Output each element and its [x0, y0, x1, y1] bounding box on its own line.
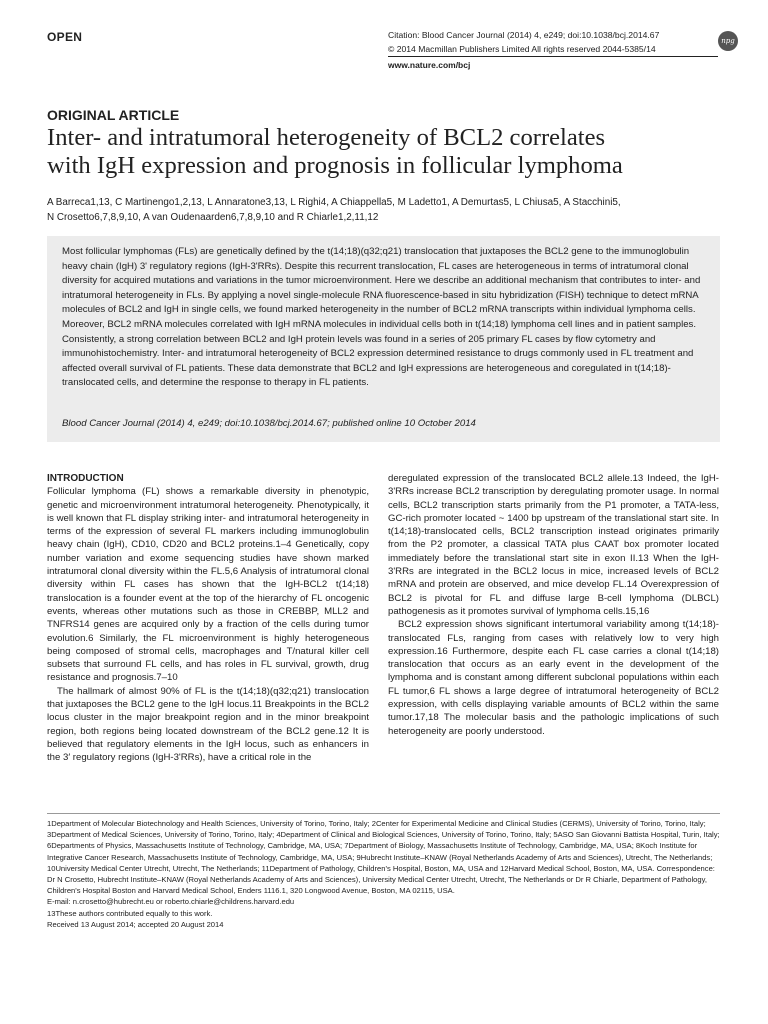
author-list — [47, 195, 727, 225]
abstract-text: Most follicular lymphomas (FLs) are genetically defined by the t(14;18)(q32;q21) translocation that juxtaposes the BCL2 gene to the immunoglobulin heavy chain (IgH) 3' regulatory regions (IgH-3'RRs). Despite this recurrent translocation, FL cases are heterogeneous in terms of intratumoral clonal diversity for acquired mutations and variations in the tumor microenvironment. Here we describe an additional mechanism that contributes to inter- and intratumoral heterogeneity in FLs. By applying a novel single-molecule RNA fluorescence-based in situ hybridization (FISH) technique to detect mRNA molecules of BCL2 and IgH in single cells, we found marked heterogeneity in the number of BCL2 mRNA transcripts within individual lymphoma cells. Moreover, BCL2 mRNA molecules correlated with IgH mRNA molecules in individual cells both in t(14;18) lymphoma cell lines and in patient samples. Consistently, a strong correlation between BCL2 and IgH protein levels was found in a series of 205 primary FL cases by flow cytometry and immunohistochemistry. Inter- and intratumoral heterogeneity of BCL2 expression determined resistance to drugs commonly used in FL treatment and affected overall survival of FL patients. These data demonstrate that BCL2 and IgH expressions are heterogeneous and coregulated in t(14;18)-translocated cells, and determine the response to therapy in FL patients. — [62, 246, 701, 389]
abstract-citation: Blood Cancer Journal (2014) 4, e249; doi:10.1038/bcj.2014.67; published online 10 October 2014 — [62, 418, 476, 429]
affiliations: 1Department of Molecular Biotechnology and Health Sciences, University of Torino, Torino, Italy; 2Center for Experimental Medicine and Clinical Studies (CERMS), University of Torino, Torino, Italy; 3Department of Medical Sciences, University of Torino, Torino, Italy; 4Department of Clinical and Biological Sciences, University of Torino, Torino, Italy; 5ASO San Giovanni Battista Hospital, Turin, Italy; 6Departments of Physics, Massachusetts Institute of Technology, Cambridge, MA, USA; 7Department of Biology, Massachusetts Institute of Technology, Cambridge, MA, USA; 8Koch Institute for Integrative Cancer Research, Massachusetts Institute of Technology, Cambridge, MA, USA; 9Hubrecht Institute–KNAW (Royal Netherlands Academy of Arts and Sciences), Utrecht, The Netherlands; 10University Medical Center Utrecht, Utrecht, The Netherlands; 11Department of Pathology, Children's Hospital, Boston, MA, USA and 12Harvard Medical School, Boston, MA, USA. Correspondence: Dr N Crosetto, Hubrecht Institute–KNAW (Royal Netherlands Academy of Arts and Sciences), University Medical Center Utrecht, Utrecht, The Netherlands or Dr R Chiarle, Department of Pathology, Children's Hospital Boston and Harvard Medical School, Enders 1116.1, 320 Longwood Avenue, Boston, MA 02115, USA. — [47, 819, 720, 896]
journal-citation — [388, 28, 688, 56]
header-rule — [388, 56, 718, 57]
citation-line-2: © 2014 Macmillan Publishers Limited All rights reserved 2044-5385/14 — [388, 44, 656, 54]
footnote-rule — [47, 813, 720, 814]
introduction-heading: INTRODUCTION — [47, 473, 124, 484]
article-title — [47, 124, 727, 180]
body-paragraph: The hallmark of almost 90% of FL is the t(14;18)(q32;q21) translocation that juxtaposes the BCL2 gene to the IgH locus.11 Breakpoints in the BCL2 locus cluster in the major breakpoint region and in the minor breakpoint region, both regions being located downstream of the BCL2 gene.12 It is believed that regulatory elements in the IgH locus, such as enhancers in the 3′ regulatory regions (IgH-3'RRs), have a critical role in the — [47, 685, 369, 764]
equal-contribution-note: 13These authors contributed equally to this work. — [47, 908, 213, 918]
received-dates: Received 13 August 2014; accepted 20 August 2014 — [47, 919, 224, 929]
body-paragraph: deregulated expression of the translocated BCL2 allele.13 Indeed, the IgH-3'RRs increase BCL2 transcription by deregulating promoter usage. In normal cells, BCL2 transcription starts primarily from the P1 promoter, a TATA-less, GC-rich promoter located ~ 1400 bp upstream of the translational start site. In t(14;18)-translocated cells, BCL2 transcription instead originates primarily from the P2 promoter, a classical TATA plus CAAT box promoter located immediately before the translational start site in exon II.13 When the IgH-3'RRs are integrated in the BCL2 locus in mice, increased levels of BCL2 mRNA and protein are observed, and mice develop FL.14 Overexpression of BCL2 is pivotal for FL and diffuse large B-cell lymphoma (DLBCL) pathogenesis as it promotes survival of lymphoma cells.15,16 — [388, 473, 719, 617]
authors-line-2: N Crosetto6,7,8,9,10, A van Oudenaarden6,7,8,9,10 and R Chiarle1,2,11,12 — [47, 212, 379, 223]
email-line[interactable]: E-mail: n.crosetto@hubrecht.eu or roberto.chiarle@childrens.harvard.edu — [47, 897, 295, 907]
body-paragraph: BCL2 expression shows significant intertumoral variability among t(14;18)-translocated FLs, ranging from cases with relatively low to very high expression.16 Furthermore, despite each FL case carries a clonal t(14;18) translocation that occurs as an early event in the development of the lymphoma and is constant among different subclonal populations within each FL tumor,6 FL shows a large degree of intratumoral heterogeneity of BCL2 expression, with cells displaying variable amounts of BCL2 within the same tumor.17,18 The molecular basis and the pathologic implications of such heterogeneity are poorly understood. — [388, 619, 719, 737]
open-access-label: OPEN — [47, 30, 83, 44]
section-label: ORIGINAL ARTICLE — [47, 107, 180, 123]
body-paragraph: Follicular lymphoma (FL) shows a remarkable diversity in phenotypic, genetic and microenvironment intratumoral heterogeneity. Phenotypically, it is well known that FL display striking inter- and intratumoral heterogeneity in terms of the expression of several FL markers including immunoglobulin heavy chain (IgH), CD10, CD20 and BCL2 proteins.1–4 Genetically, copy number variation and exome sequencing studies have shown marked intratumoral clonal diversity within the FL.5,6 Analysis of intratumoral clonal diversity within FL cases has shown that the IgH-BCL2 t(14;18) translocation is a founder event at the top of the hierarchy of FL oncogenic events, whereas other mutations such as those in CREBBP, MLL2 and TNFRS14 genes are acquired only by a fraction of the cells during tumor evolution.6 Similarly, the FL microenvironment is highly heterogeneous being composed of stromal cells, macrophages and T/natural killer cell subsets that surround FL cells, and has roles in FL survival, growth, drug resistance and prognosis.7–10 — [47, 486, 369, 684]
body-column-left — [47, 472, 369, 765]
body-column-right — [388, 472, 719, 738]
title-line-1: Inter- and intratumoral heterogeneity of BCL2 correlates — [47, 124, 606, 151]
title-line-2: with IgH expression and prognosis in follicular lymphoma — [47, 152, 623, 179]
npg-logo: npg — [718, 31, 738, 51]
footnotes — [47, 818, 720, 930]
journal-url[interactable]: www.nature.com/bcj — [388, 60, 471, 70]
citation-line-1: Citation: Blood Cancer Journal (2014) 4, e249; doi:10.1038/bcj.2014.67 — [388, 30, 660, 40]
authors-line-1: A Barreca1,13, C Martinengo1,2,13, L Annaratone3,13, L Righi4, A Chiappella5, M Ladetto1, A Demurtas5, L Chiusa5, A Stacchini5, — [47, 197, 621, 208]
